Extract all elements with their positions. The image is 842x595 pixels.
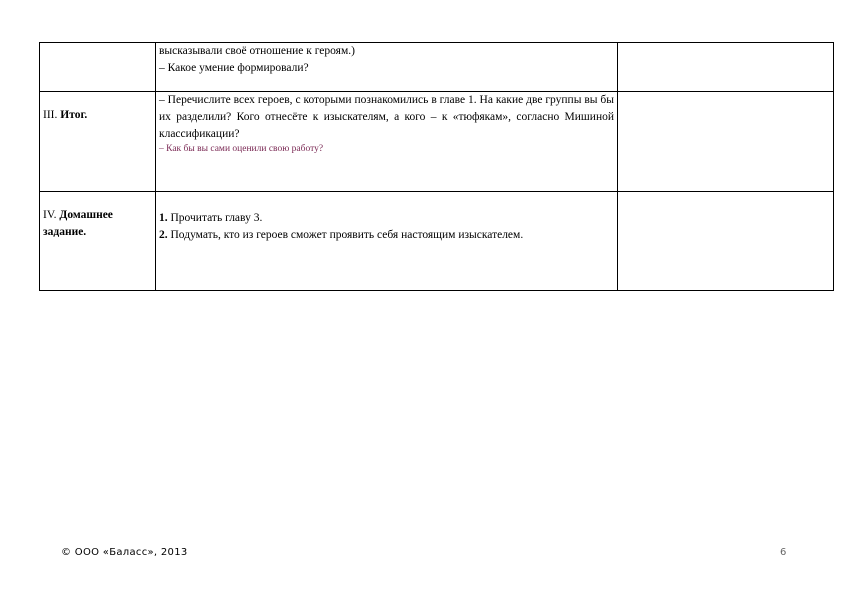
content-cell [156,43,618,92]
content-note: – Как бы вы сами оценили свою работу? [159,144,324,154]
homework-item [159,227,614,244]
stage-title: Итог. [60,109,88,121]
homework-item-text: Подумать, кто из героев сможет проявить себя настоящим изыскателем. [170,229,524,241]
lesson-plan-table [39,42,834,291]
notes-cell [618,43,834,92]
stage-cell [40,192,156,291]
notes-cell [618,192,834,291]
content-cell [156,192,618,291]
stage-cell [40,92,156,192]
homework-item-number: 1. [159,212,168,224]
content-question: – Перечислите всех героев, с которыми познакомились в главе 1. На какие две группы вы бы их разделили? Кого отнесёте к изыскателям, а кого – к «тюфякам», согласно Мишиной классификации? [159,94,614,140]
stage-number: III. [43,109,58,121]
footer-copyright: © ООО «Баласс», 2013 [61,547,188,558]
homework-item-number: 2. [159,229,168,241]
page-number: 6 [780,547,787,558]
notes-cell [618,92,834,192]
stage-title: Домашнее задание. [43,209,113,238]
content-cell [156,92,618,192]
stage-cell [40,43,156,92]
table-row [40,192,834,291]
homework-item [159,210,614,227]
content-line: высказывали своё отношение к героям.) [159,45,355,57]
homework-item-text: Прочитать главу 3. [170,212,263,224]
stage-number: IV. [43,209,57,221]
content-question: – Какое умение формировали? [159,62,309,74]
table-row [40,43,834,92]
table-row [40,92,834,192]
